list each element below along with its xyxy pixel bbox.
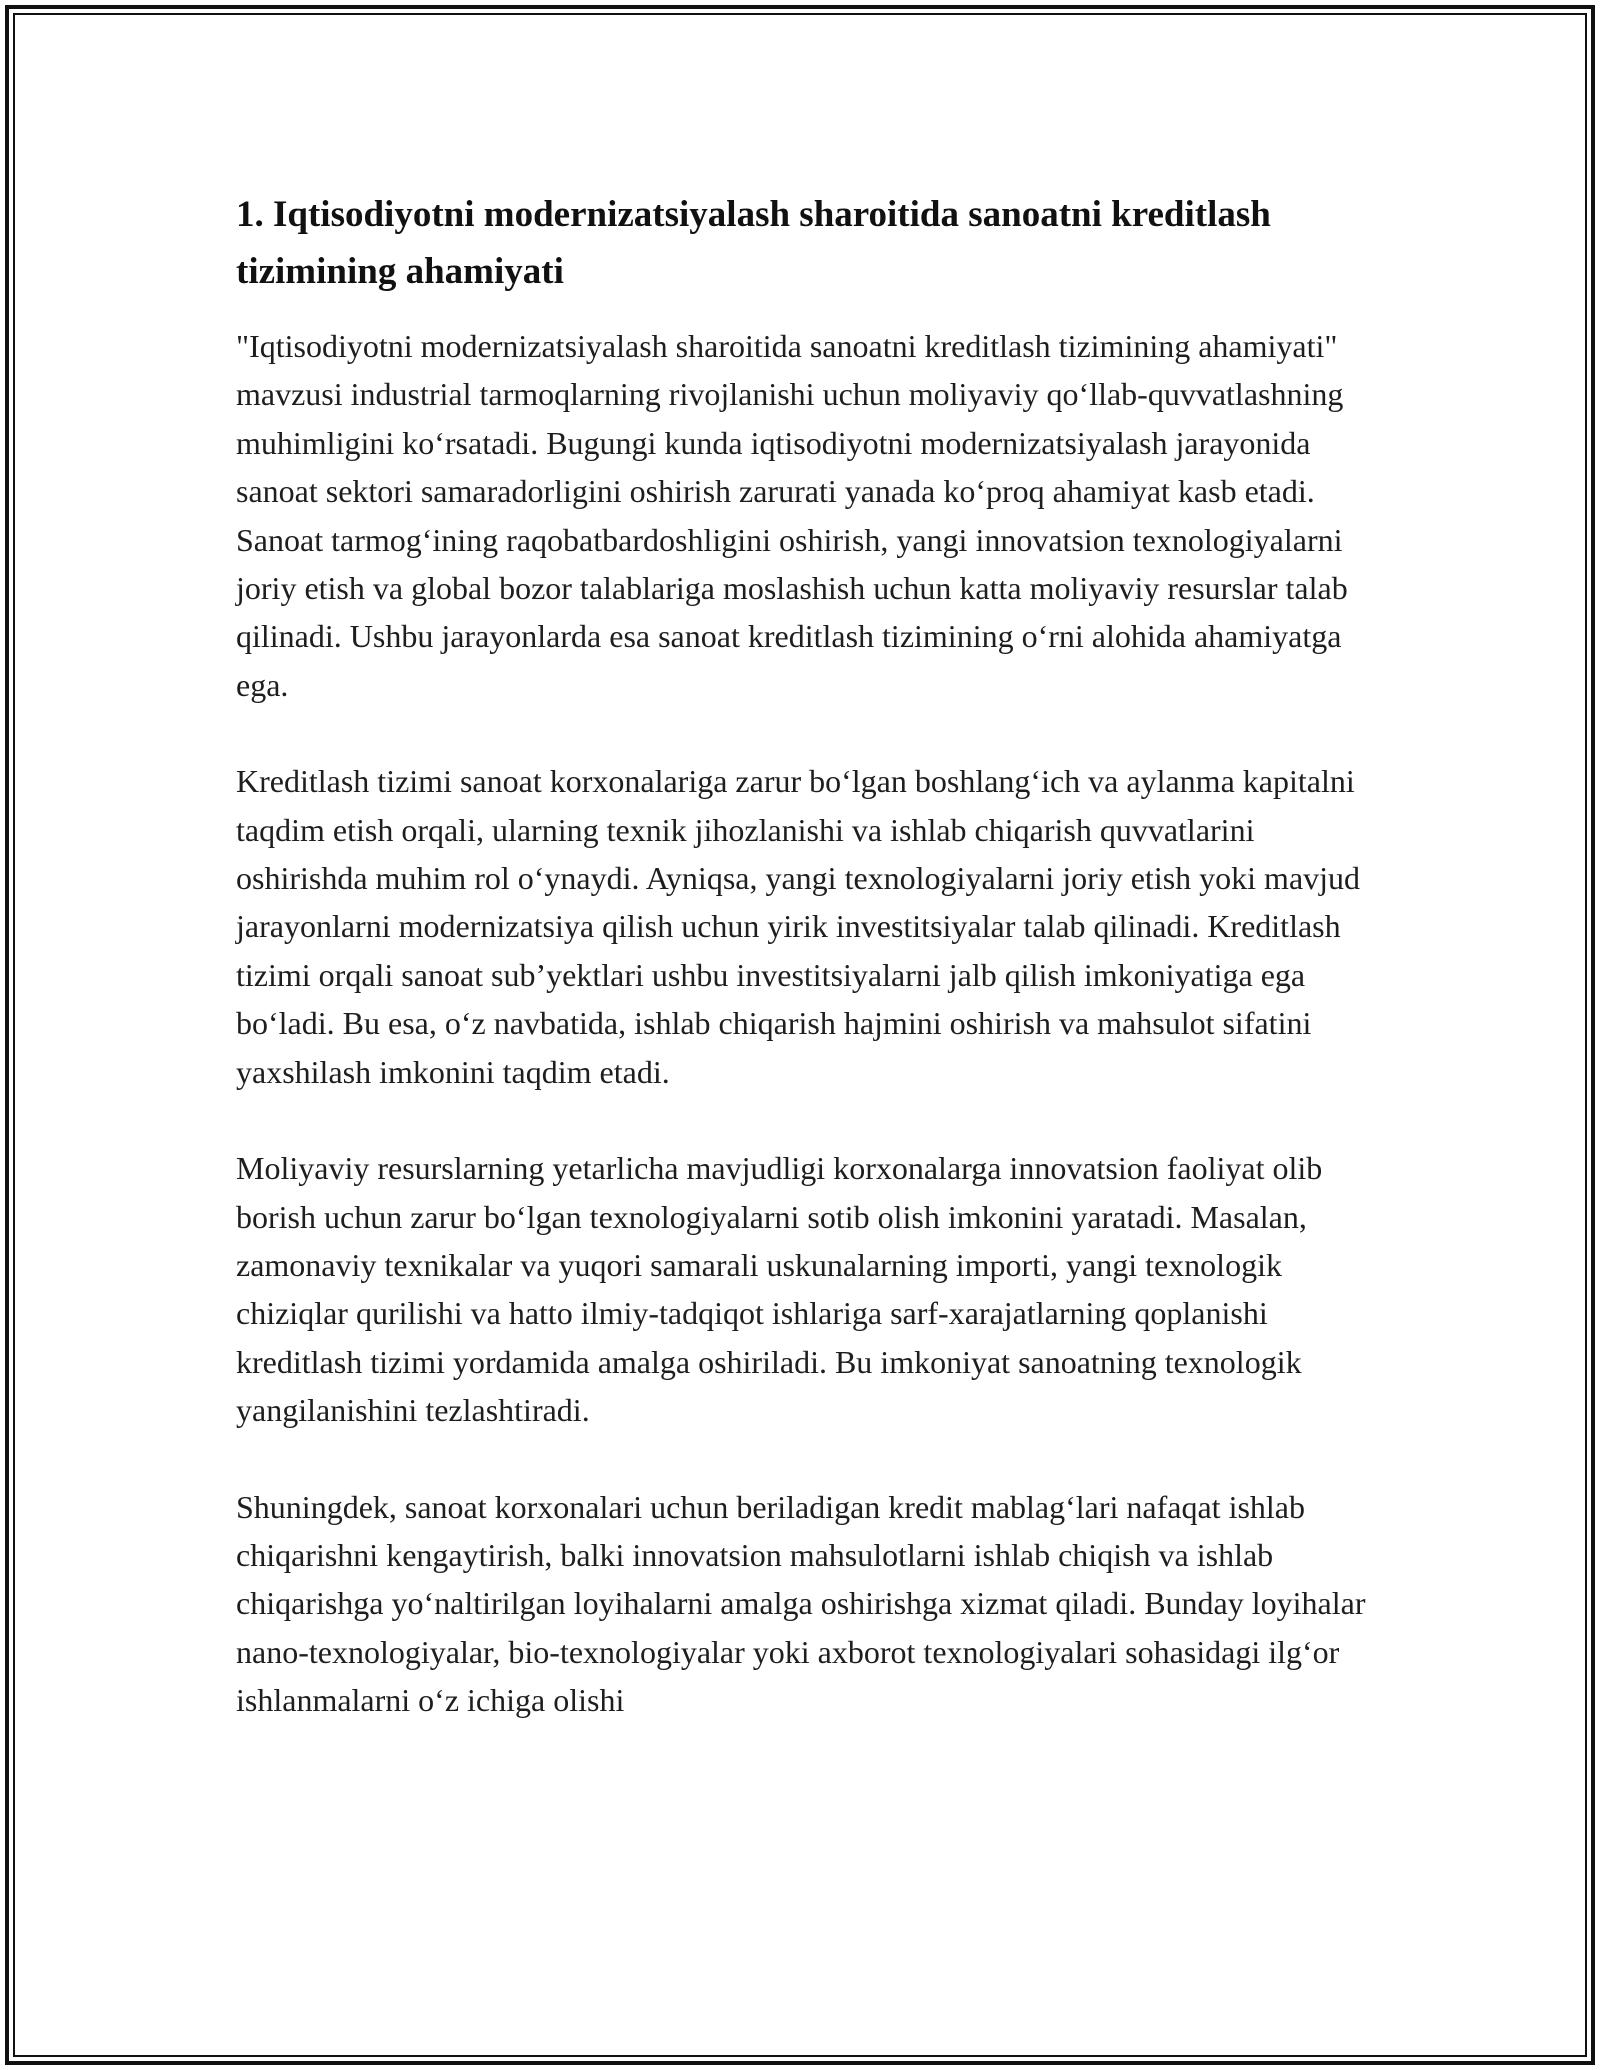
paragraph-4: Shuningdek, sanoat korxonalari uchun beriladigan kredit mablag‘lari nafaqat ishlab chiqarishni kengaytirish, balki innovatsion mahsulotlarni ishlab chiqish va ishlab chiqarishga yo‘naltirilgan loyihalarni amalga oshirishga xizmat qiladi. Bunday loyihalar nano-texnologiyalar, bio-texnologiyalar yoki axborot texnologiyalari sohasidagi ilg‘or ishlanmalarni o‘z ichiga olishi — [236, 1488, 1366, 1719]
paragraph-2: Kreditlash tizimi sanoat korxonalariga zarur bo‘lgan boshlang‘ich va aylanma kapitalni taqdim etish orqali, ularning texnik jihozlanishi va ishlab chiqarish quvvatlarini oshirishda muhim rol o‘ynaydi. Ayniqsa, yangi texnologiyalarni joriy etish yoki mavjud jarayonlarni modernizatsiya qilish uchun yirik investitsiyalar talab qilinadi. Kreditlash tizimi orqali sanoat sub’yektlari ushbu investitsiyalarni jalb qilish imkoniyatiga ega bo‘ladi. Bu esa, o‘z navbatida, ishlab chiqarish hajmini oshirish va mahsulot sifatini yaxshilash imkonini taqdim etadi. — [236, 763, 1361, 1090]
section-heading: 1. Iqtisodiyotni modernizatsiyalash sharoitida sanoatni kreditlash tizimining ahamiyati — [236, 194, 1271, 292]
paragraph-3: Moliyaviy resurslarning yetarlicha mavjudligi korxonalarga innovatsion faoliyat olib borish uchun zarur bo‘lgan texnologiyalarni sotib olish imkonini yaratadi. Masalan, zamonaviy texnikalar va yuqori samarali uskunalarning importi, yangi texnologik chiziqlar qurilishi va hatto ilmiy-tadqiqot ishlariga sarf-xarajatlarning qoplanishi kreditlash tizimi yordamida amalga oshiriladi. Bu imkoniyat sanoatning texnologik yangilanishini tezlashtiradi. — [236, 1150, 1323, 1429]
document-body — [236, 186, 1376, 1725]
paragraph-1: "Iqtisodiyotni modernizatsiyalash sharoitida sanoatni kreditlash tizimining ahamiyati" mavzusi industrial tarmoqlarning rivojlanishi uchun moliyaviy qo‘llab-quvvatlashning muhimligini ko‘rsatadi. Bugungi kunda iqtisodiyotni modernizatsiyalash jarayonida sanoat sektori samaradorligini oshirish zarurati yanada ko‘proq ahamiyat kasb etadi. Sanoat tarmog‘ining raqobatbardoshligini oshirish, yangi innovatsion texnologiyalarni joriy etish va global bozor talablariga moslashish uchun katta moliyaviy resurslar talab qilinadi. Ushbu jarayonlarda esa sanoat kreditlash tizimining o‘rni alohida ahamiyatga ega. — [236, 328, 1348, 703]
